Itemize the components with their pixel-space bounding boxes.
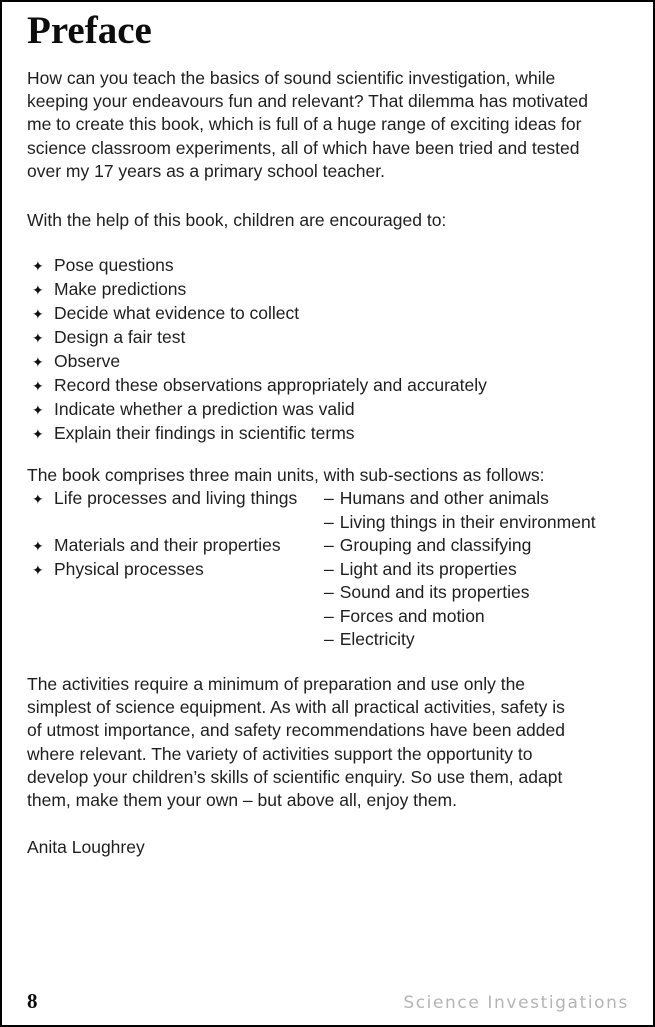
list-item-label: Make predictions <box>54 279 187 300</box>
star-bullet-icon: ✦ <box>32 282 44 299</box>
text-line: of utmost importance, and safety recommendations have been added <box>27 720 565 741</box>
text-line: develop your children’s skills of scientific enquiry. So use them, adapt <box>27 766 563 787</box>
units-lead-in: The book comprises three main units, with sub-sections as follows: <box>27 465 545 486</box>
text-line: simplest of science equipment. As with all practical activities, safety is <box>27 697 565 718</box>
unit-name: Life processes and living things <box>54 488 298 509</box>
star-bullet-icon: ✦ <box>32 426 44 443</box>
text-line: How can you teach the basics of sound scientific investigation, while <box>27 68 556 88</box>
encouraged-lead-in: With the help of this book, children are encouraged to: <box>27 210 447 231</box>
subsection-name: Living things in their environment <box>339 511 596 532</box>
units-table <box>27 487 631 652</box>
list-item <box>27 373 631 397</box>
star-bullet-icon: ✦ <box>32 306 44 323</box>
list-item-label: Pose questions <box>54 255 174 276</box>
subsection-name: Light and its properties <box>339 558 517 579</box>
dash-icon: – <box>324 558 334 579</box>
text-line: keeping your endeavours fun and relevant? That dilemma has motivated <box>27 91 588 112</box>
text-line: The activities require a minimum of preparation and use only the <box>27 673 526 694</box>
star-bullet-icon: ✦ <box>32 354 44 371</box>
book-title: Science Investigations <box>403 993 629 1013</box>
star-bullet-icon: ✦ <box>32 538 44 555</box>
subsection-name: Forces and motion <box>339 605 485 626</box>
dash-icon: – <box>324 488 334 509</box>
text-line: where relevant. The variety of activities support the opportunity to <box>27 743 533 764</box>
unit-name: Physical processes <box>54 558 204 579</box>
list-item <box>27 325 631 349</box>
unit-row <box>27 487 631 511</box>
page-title: Preface <box>27 9 152 52</box>
unit-row <box>27 581 631 605</box>
list-item-label: Observe <box>54 351 121 372</box>
star-bullet-icon: ✦ <box>32 402 44 419</box>
list-item <box>27 301 631 325</box>
encouraged-list <box>27 253 631 445</box>
page-number: 8 <box>27 989 38 1013</box>
dash-icon: – <box>324 629 334 650</box>
list-item <box>27 421 631 445</box>
dash-icon: – <box>324 511 334 532</box>
page-content <box>2 8 653 859</box>
dash-icon: – <box>324 535 334 556</box>
list-item-label: Decide what evidence to collect <box>54 303 300 324</box>
subsection-name: Grouping and classifying <box>339 535 532 556</box>
closing-paragraph <box>27 673 631 812</box>
list-item-label: Record these observations appropriately and accurately <box>54 375 487 396</box>
text-line: me to create this book, which is full of a huge range of exciting ideas for <box>27 114 582 135</box>
list-item-label: Design a fair test <box>54 327 186 348</box>
subsection-name: Humans and other animals <box>339 488 549 509</box>
star-bullet-icon: ✦ <box>32 330 44 347</box>
unit-row <box>27 605 631 629</box>
list-item <box>27 253 631 277</box>
subsection-name: Electricity <box>339 629 415 650</box>
list-item <box>27 397 631 421</box>
star-bullet-icon: ✦ <box>32 378 44 395</box>
author-name: Anita Loughrey <box>27 837 145 858</box>
text-line: science classroom experiments, all of which have been tried and tested <box>27 137 580 158</box>
list-item <box>27 349 631 373</box>
unit-name: Materials and their properties <box>54 535 281 556</box>
star-bullet-icon: ✦ <box>32 258 44 275</box>
unit-row <box>27 534 631 558</box>
text-line: them, make them your own – but above all, enjoy them. <box>27 789 457 810</box>
subsection-name: Sound and its properties <box>339 582 530 603</box>
unit-row <box>27 558 631 582</box>
dash-icon: – <box>324 582 334 603</box>
unit-row <box>27 511 631 535</box>
star-bullet-icon: ✦ <box>32 561 44 578</box>
text-line: over my 17 years as a primary school teacher. <box>27 160 385 181</box>
list-item-label: Explain their findings in scientific terms <box>54 423 355 444</box>
page-footer <box>27 989 629 1014</box>
star-bullet-icon: ✦ <box>32 491 44 508</box>
list-item <box>27 277 631 301</box>
unit-row <box>27 628 631 652</box>
dash-icon: – <box>324 605 334 626</box>
list-item-label: Indicate whether a prediction was valid <box>54 399 355 420</box>
intro-paragraph <box>27 67 631 183</box>
